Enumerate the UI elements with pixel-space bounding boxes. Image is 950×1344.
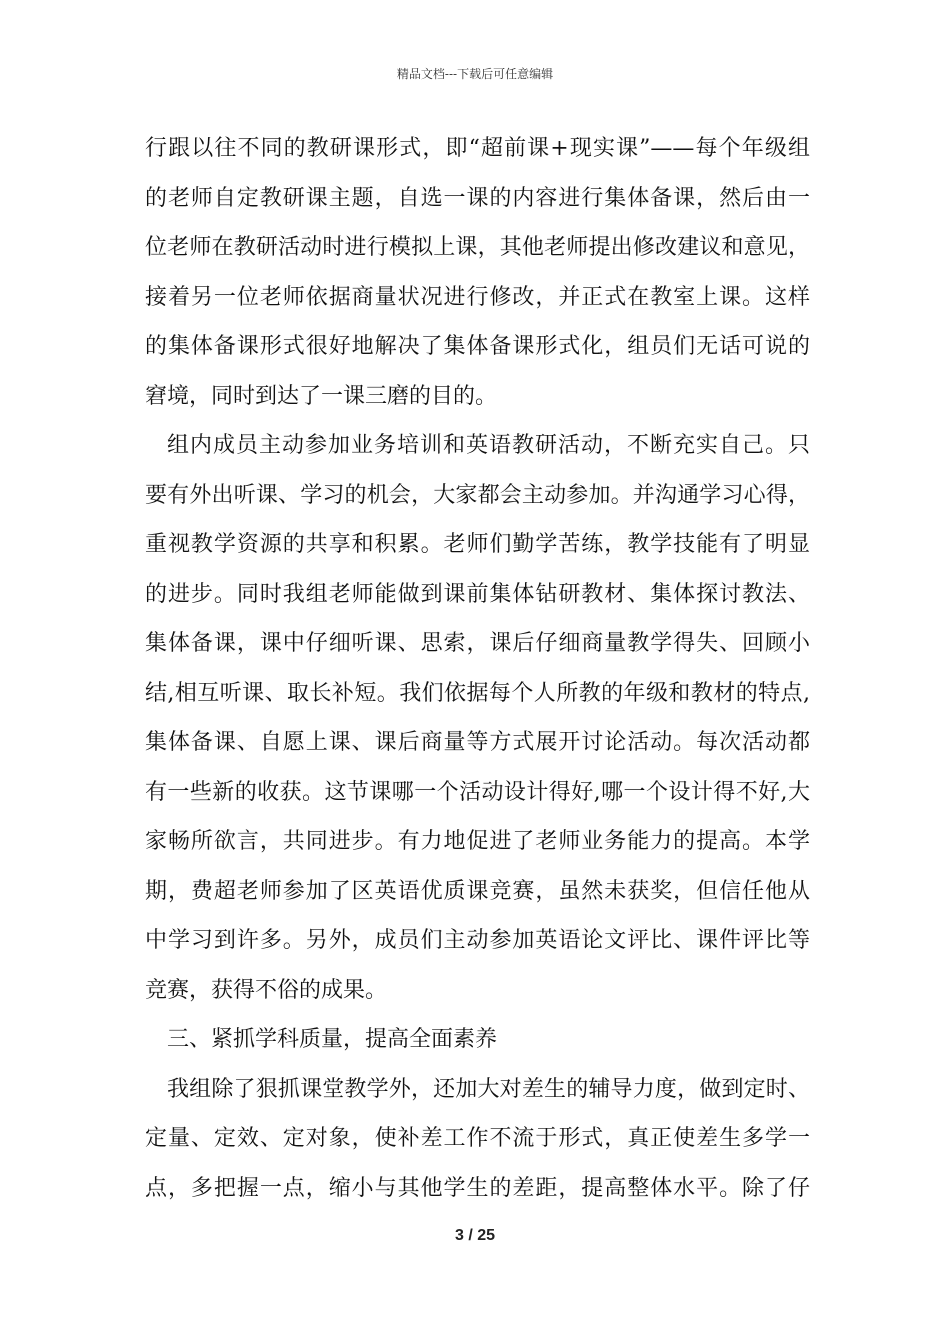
text-line: 位老师在教研活动时进行模拟上课，其他老师提出修改建议和意见， — [145, 235, 810, 260]
text-line: 中学习到许多。另外，成员们主动参加英语论文评比、课件评比等 — [145, 928, 810, 953]
text-line: 结,相互听课、取长补短。我们依据每个人所教的年级和教材的特点, — [145, 680, 810, 706]
section-heading: 三、紧抓学科质量，提高全面素养 — [167, 1027, 498, 1052]
text-line: 家畅所欲言，共同进步。有力地促进了老师业务能力的提高。本学 — [145, 829, 810, 854]
text-line: 我组除了狠抓课堂教学外，还加大对差生的辅导力度，做到定时、 — [167, 1076, 810, 1102]
text-line: 的进步。同时我组老师能做到课前集体钻研教材、集体探讨教法、 — [145, 581, 810, 607]
page-header: 精品文档---下载后可任意编辑 — [396, 67, 554, 81]
text-line: 集体备课、自愿上课、课后商量等方式展开讨论活动。每次活动都 — [145, 730, 810, 755]
page-number: 3 / 25 — [454, 1227, 496, 1244]
document-body — [145, 124, 810, 1213]
text-line: 有一些新的收获。这节课哪一个活动设计得好,哪一个设计得不好,大 — [145, 779, 810, 805]
text-line: 点，多把握一点，缩小与其他学生的差距，提高整体水平。除了仔 — [145, 1175, 810, 1201]
text-line: 重视教学资源的共享和积累。老师们勤学苦练，教学技能有了明显 — [145, 532, 810, 557]
text-line: 窘境，同时到达了一课三磨的目的。 — [145, 383, 498, 409]
text-line: 定量、定效、定对象，使补差工作不流于形式，真正使差生多学一 — [145, 1126, 810, 1151]
text-line: 集体备课，课中仔细听课、思索，课后仔细商量教学得失、回顾小 — [145, 631, 810, 656]
text-line: 期，费超老师参加了区英语优质课竞赛，虽然未获奖，但信任他从 — [145, 878, 810, 904]
text-line: 的老师自定教研课主题，自选一课的内容进行集体备课，然后由一 — [145, 185, 810, 211]
text-line: 接着另一位老师依据商量状况进行修改，并正式在教室上课。这样 — [145, 284, 810, 310]
text-line: 行跟以往不同的教研课形式，即“超前课+现实课”——每个年级组 — [145, 136, 810, 161]
text-line: 的集体备课形式很好地解决了集体备课形式化，组员们无话可说的 — [145, 334, 810, 359]
text-line: 竞赛，获得不俗的成果。 — [145, 977, 388, 1003]
text-line: 组内成员主动参加业务培训和英语教研活动，不断充实自己。只 — [167, 433, 810, 458]
text-line: 要有外出听课、学习的机会，大家都会主动参加。并沟通学习心得， — [145, 482, 810, 508]
